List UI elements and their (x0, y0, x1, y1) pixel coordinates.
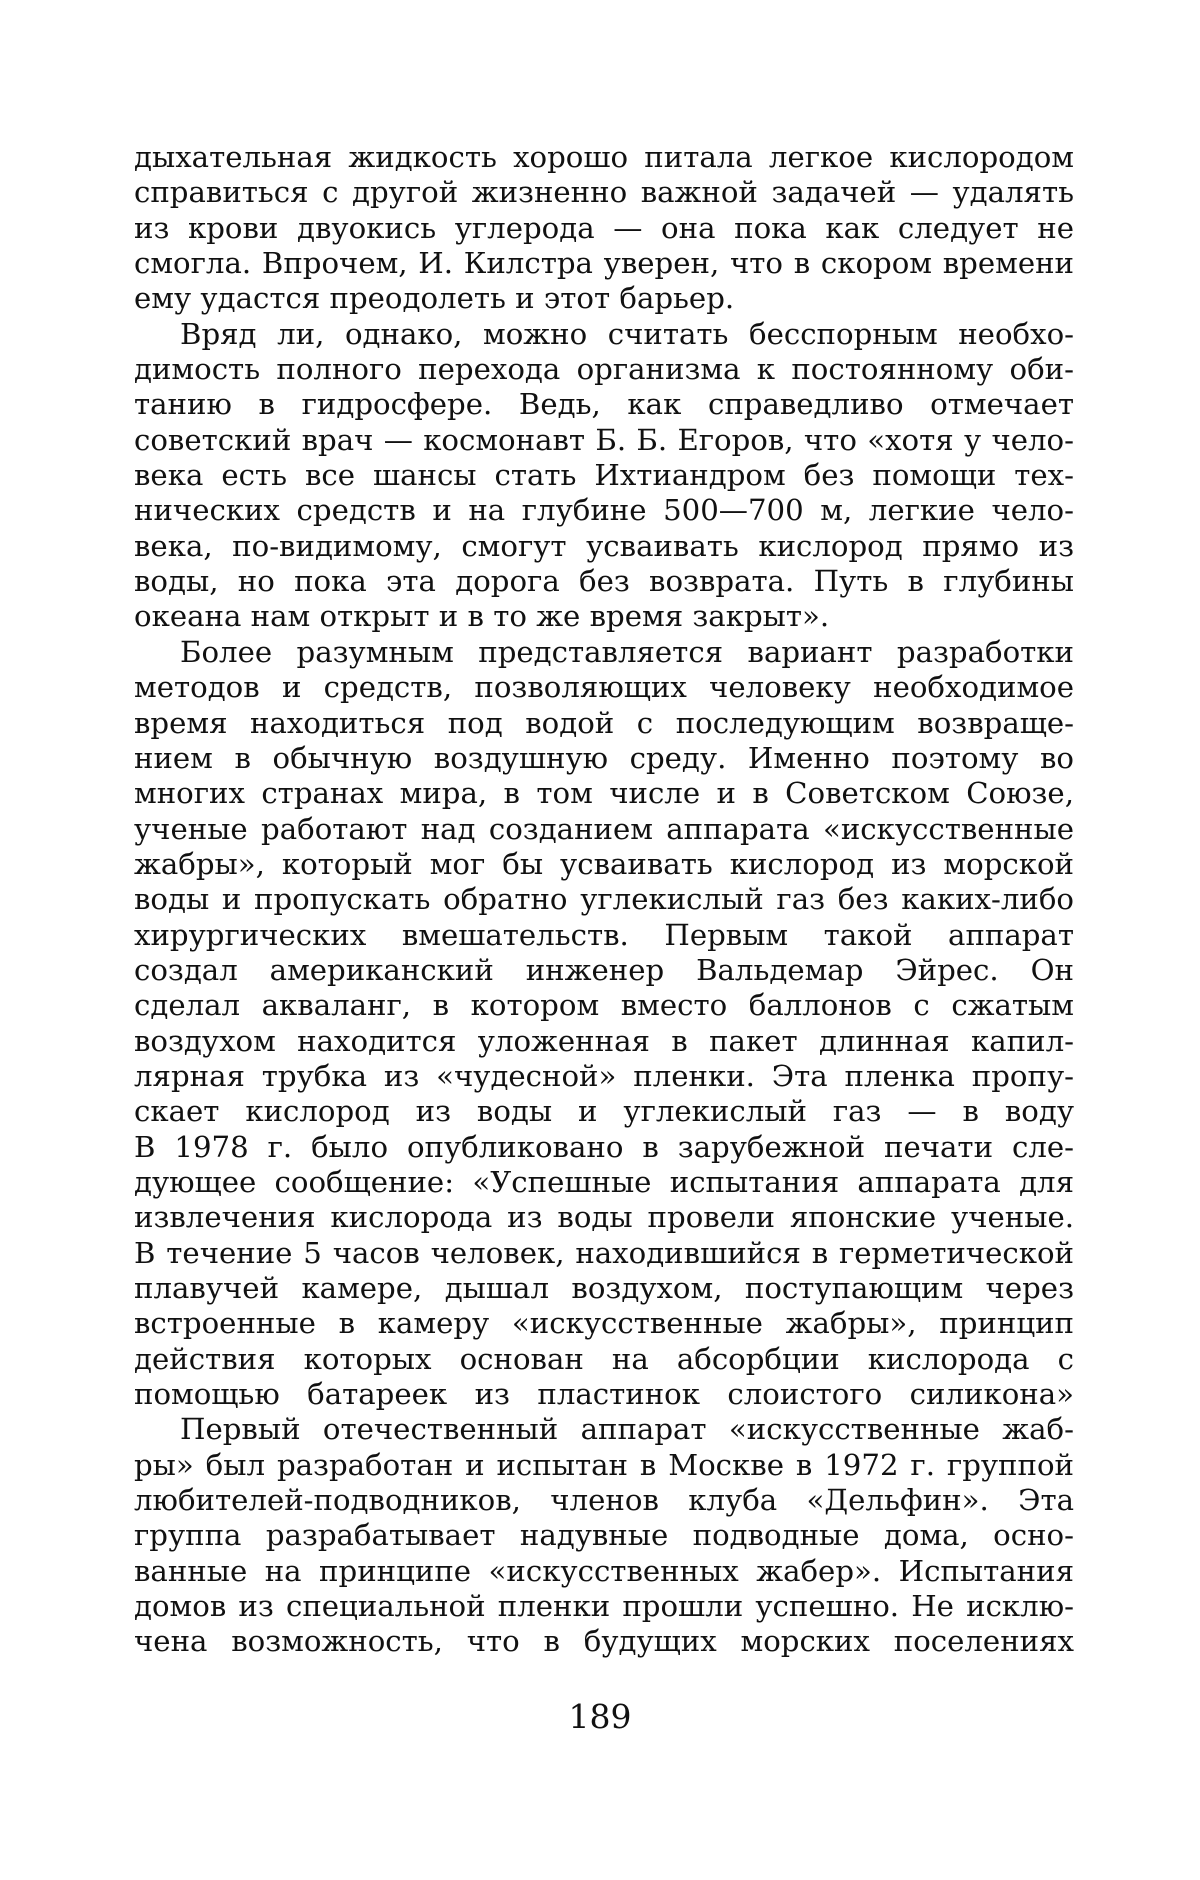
text-line: ванные на принципе «искусственных жабер». Испытания (134, 1553, 1074, 1588)
text-line: океана нам открыт и в то же время закрыт». (134, 599, 830, 634)
text-line: ры» был разработан и испытан в Москве в 1972 г. группой (134, 1447, 1074, 1482)
text-line: Более разумным представляется вариант разработки (180, 634, 1074, 669)
text-line: создал американский инженер Вальдемар Эйрес. Он (134, 952, 1074, 987)
text-line: ученые работают над созданием аппарата «искусственные (134, 811, 1074, 846)
text-line: домов из специальной пленки прошли успешно. Не исклю- (134, 1589, 1074, 1624)
text-line: В течение 5 часов человек, находившийся в герметической (134, 1235, 1074, 1270)
text-line: встроенные в камеру «искусственные жабры», принцип (134, 1306, 1074, 1341)
text-line: смогла. Впрочем, И. Килстра уверен, что в скором времени (134, 246, 1074, 281)
text-line: века есть все шансы стать Ихтиандром без помощи тех- (134, 458, 1074, 493)
text-line: ему удастся преодолеть и этот барьер. (134, 281, 735, 316)
text-line: воды, но пока эта дорога без возврата. Путь в глубины (134, 564, 1074, 599)
text-line: скает кислород из воды и углекислый газ — в воду (134, 1094, 1074, 1129)
text-line: дыхательная жидкость хорошо питала легкое кислородом (134, 140, 1074, 174)
text-line: нием в обычную воздушную среду. Именно поэтому во (134, 740, 1074, 775)
text-line: Первый отечественный аппарат «искусственные жаб- (180, 1412, 1074, 1447)
text-line: воды и пропускать обратно углекислый газ без каких-либо (134, 882, 1074, 917)
text-line: многих странах мира, в том числе и в Советском Союзе, (134, 776, 1074, 811)
text-line: нических средств и на глубине 500—700 м, легкие чело- (134, 493, 1074, 528)
page-body (134, 140, 1074, 1660)
text-line: советский врач — космонавт Б. Б. Егоров, что «хотя у чело- (134, 422, 1074, 457)
text-line: воздухом находится уложенная в пакет длинная капил- (134, 1023, 1074, 1058)
text-line: время находиться под водой с последующим возвраще- (134, 705, 1074, 740)
text-line: лярная трубка из «чудесной» пленки. Эта пленка пропу- (134, 1058, 1074, 1093)
text-line: плавучей камере, дышал воздухом, поступающим через (134, 1271, 1074, 1305)
text-line: чена возможность, что в будущих морских поселениях (134, 1624, 1074, 1659)
text-line: любителей-подводников, членов клуба «Дельфин». Эта (134, 1483, 1074, 1518)
text-line: танию в гидросфере. Ведь, как справедливо отмечает (134, 387, 1074, 422)
text-line: В 1978 г. было опубликовано в зарубежной печати сле- (134, 1129, 1074, 1164)
text-line: из крови двуокись углерода — она пока как следует не (134, 210, 1074, 245)
text-line: Вряд ли, однако, можно считать бесспорным необхо- (180, 316, 1074, 351)
text-line: методов и средств, позволяющих человеку необходимое (134, 670, 1074, 705)
text-line: димость полного перехода организма к постоянному оби- (134, 352, 1074, 387)
text-line: группа разрабатывает надувные подводные дома, осно- (134, 1518, 1074, 1553)
text-line: века, по-видимому, смогут усваивать кислород прямо из (134, 528, 1074, 563)
page-number: 189 (568, 1697, 632, 1736)
text-line: помощью батареек из пластинок слоистого силикона» (134, 1377, 1074, 1412)
text-line: хирургических вмешательств. Первым такой аппарат (134, 917, 1074, 952)
text-line: извлечения кислорода из воды провели японские ученые. (134, 1200, 1074, 1235)
text-line: дующее сообщение: «Успешные испытания аппарата для (134, 1164, 1074, 1199)
text-line: справиться с другой жизненно важной задачей — удалять (134, 175, 1074, 210)
text-line: действия которых основан на абсорбции кислорода с (134, 1341, 1074, 1376)
text-line: сделал акваланг, в котором вместо баллонов с сжатым (134, 988, 1074, 1023)
text-line: жабры», который мог бы усваивать кислород из морской (134, 846, 1074, 881)
